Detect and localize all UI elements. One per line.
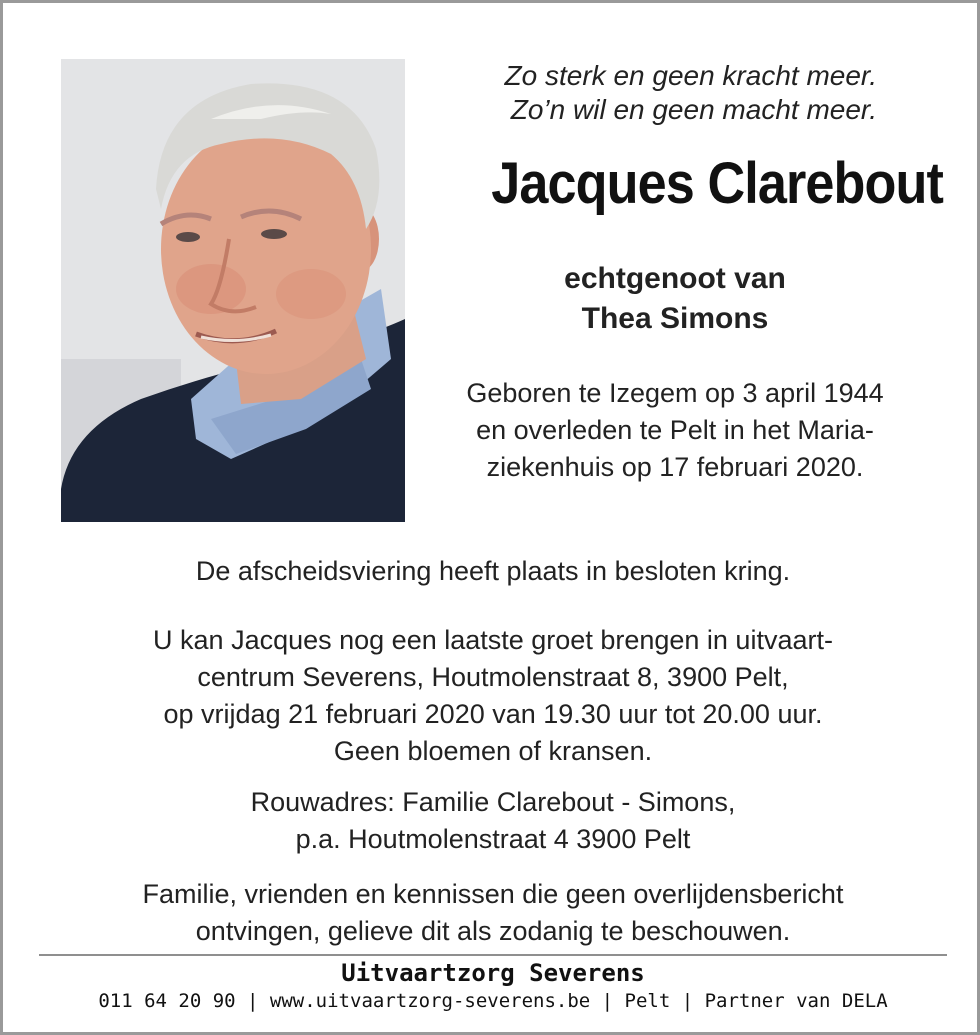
ceremony-text — [43, 553, 943, 590]
visitation-line-1: U kan Jacques nog een laatste groet brengen in uitvaart- — [153, 625, 833, 655]
spouse-relation: echtgenoot van — [564, 262, 786, 295]
motto-line-2: Zo’n wil en geen macht meer. — [510, 94, 877, 125]
mourning-address — [43, 784, 943, 858]
funeral-home-name: Uitvaartzorg Severens — [341, 959, 645, 987]
notice-text — [43, 876, 943, 950]
mourning-address-line-1: Rouwadres: Familie Clarebout - Simons, — [250, 787, 736, 817]
motto-line-1: Zo sterk en geen kracht meer. — [504, 60, 877, 91]
portrait-photo — [61, 59, 405, 522]
spouse-block — [443, 259, 907, 339]
visitation-line-2: centrum Severens, Houtmolenstraat 8, 3900 Pelt, — [197, 662, 789, 692]
birth-death-line-2: en overleden te Pelt in het Maria- — [476, 415, 874, 445]
deceased-name: Jacques Clarebout — [491, 151, 943, 216]
funeral-home-contact: 011 64 20 90 | www.uitvaartzorg-severens.be | Pelt | Partner van DELA — [98, 990, 888, 1012]
birth-death-details — [415, 375, 935, 486]
ceremony-line: De afscheidsviering heeft plaats in besloten kring. — [195, 556, 791, 586]
visitation-text — [43, 622, 943, 770]
footer-divider — [39, 954, 947, 956]
birth-death-line-1: Geboren te Izegem op 3 april 1944 — [466, 378, 884, 408]
notice-line-1: Familie, vrienden en kennissen die geen overlijdensbericht — [142, 879, 844, 909]
visitation-line-3: op vrijdag 21 februari 2020 van 19.30 uur tot 20.00 uur. — [163, 699, 823, 729]
notice-line-2: ontvingen, gelieve dit als zodanig te beschouwen. — [195, 916, 791, 946]
birth-death-line-3: ziekenhuis op 17 februari 2020. — [486, 452, 864, 482]
motto-quote — [423, 59, 877, 127]
spouse-name: Thea Simons — [581, 302, 769, 335]
visitation-line-4: Geen bloemen of kransen. — [333, 736, 653, 766]
mourning-address-line-2: p.a. Houtmolenstraat 4 3900 Pelt — [295, 824, 691, 854]
